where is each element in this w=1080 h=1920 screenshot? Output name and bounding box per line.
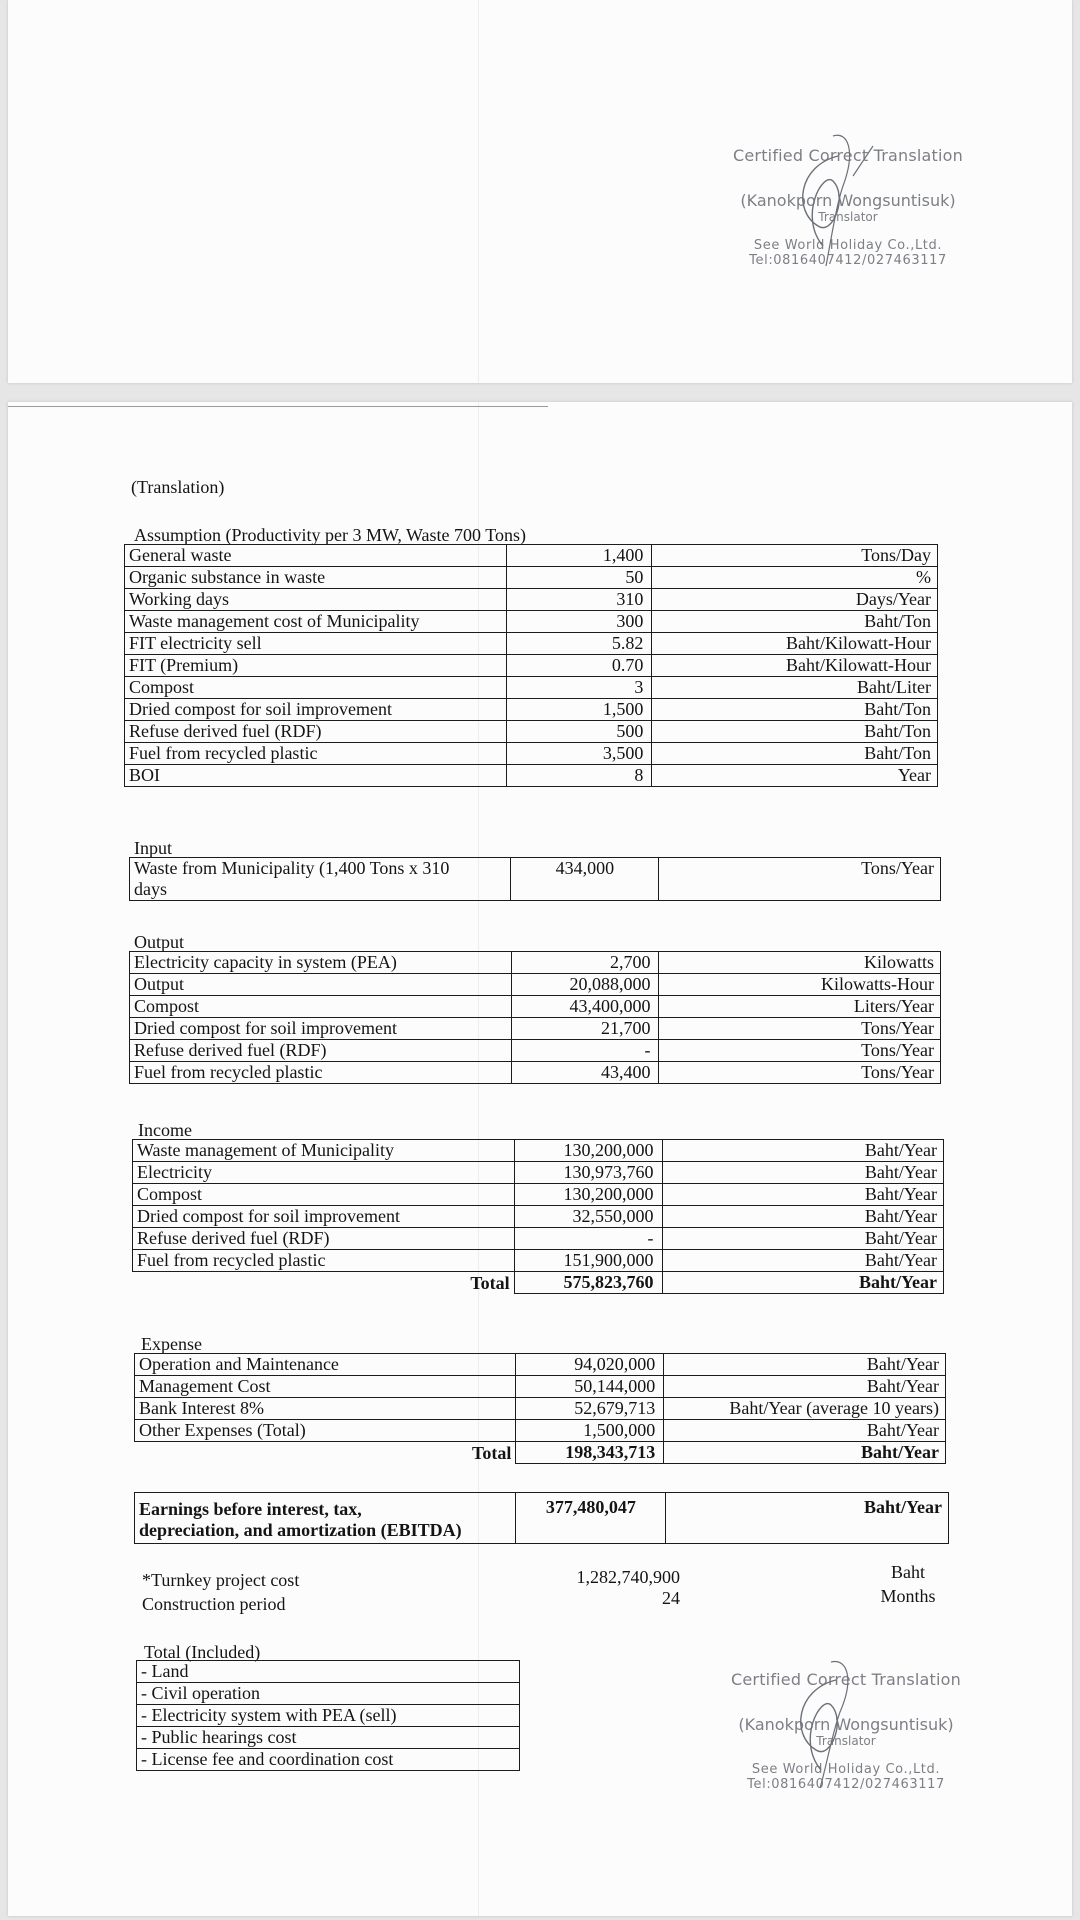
assumption-row-label: Waste management cost of Municipality [125,611,507,633]
input-title: Input [134,838,172,858]
table-row [133,1140,944,1162]
table-row [130,974,941,996]
table-row [130,858,941,901]
included-item-label: - Public hearings cost [137,1727,520,1749]
output-row-label: Compost [130,996,512,1018]
assumption-row-value: 300 [506,611,652,633]
output-row-unit: Tons/Year [659,1040,941,1062]
input-label: Waste from Municipality (1,400 Tons x 310 days [130,858,511,901]
included-table [136,1660,520,1771]
stamp-name: (Kanokporn Wongsuntisuk) [740,191,956,210]
table-row [130,1018,941,1040]
output-row-label: Output [130,974,512,996]
assumption-row-value: 3,500 [506,743,652,765]
assumption-title: Assumption (Productivity per 3 MW, Waste 700 Tons) [134,525,526,545]
output-row-unit: Kilowatts [659,952,941,974]
expense-row-label: Other Expenses (Total) [135,1420,516,1442]
assumption-row-value: 8 [506,765,652,787]
table-row [125,567,938,589]
assumption-row-unit: Days/Year [652,589,938,611]
list-item [137,1705,520,1727]
previous-page [8,0,1072,383]
table-row [135,1354,946,1376]
table-row [130,1040,941,1062]
turnkey-label: *Turnkey project cost [142,1570,300,1590]
assumption-row-label: Fuel from recycled plastic [125,743,507,765]
table-row [125,699,938,721]
included-item-label: - Land [137,1661,520,1683]
income-row-label: Dried compost for soil improvement [133,1206,515,1228]
expense-row-value: 1,500,000 [516,1420,664,1442]
assumption-row-label: Dried compost for soil improvement [125,699,507,721]
assumption-row-label: FIT electricity sell [125,633,507,655]
table-row [133,1228,944,1250]
assumption-row-unit: Baht/Ton [652,699,938,721]
construction-unit: Months [880,1586,936,1606]
turnkey-unit: Baht [891,1562,925,1582]
included-title: Total (Included) [144,1642,261,1662]
income-total-value: 575,823,760 [514,1272,662,1294]
scan-edge-line [8,406,548,407]
expense-row-label: Management Cost [135,1376,516,1398]
assumption-row-label: General waste [125,545,507,567]
table-row [135,1376,946,1398]
income-row-label: Fuel from recycled plastic [133,1250,515,1272]
expense-total-row [135,1442,946,1464]
assumption-row-value: 500 [506,721,652,743]
output-title: Output [134,932,185,952]
table-row [125,611,938,633]
income-row-unit: Baht/Year [662,1162,943,1184]
table-row [130,1062,941,1084]
output-row-value: 20,088,000 [511,974,659,996]
table-row [133,1250,944,1272]
assumption-table [124,544,938,787]
expense-row-value: 50,144,000 [516,1376,664,1398]
income-row-label: Refuse derived fuel (RDF) [133,1228,515,1250]
assumption-row-unit: Tons/Day [652,545,938,567]
income-row-value: 130,973,760 [514,1162,662,1184]
assumption-row-unit: Baht/Liter [652,677,938,699]
stamp-company: See World Holiday Co.,Ltd. [751,1762,941,1777]
output-row-unit: Tons/Year [659,1018,941,1040]
assumption-row-unit: Baht/Kilowatt-Hour [652,633,938,655]
stamp-tel: Tel:0816407412/027463117 [749,253,947,268]
stamp-role: Translator [818,210,878,224]
stamp-role: Translator [816,1734,876,1748]
expense-row-unit: Baht/Year [664,1376,946,1398]
stamp-title: Certified Correct Translation [733,146,963,165]
expense-total-value: 198,343,713 [516,1442,664,1464]
output-table [129,951,941,1084]
table-row [125,677,938,699]
stamp-company: See World Holiday Co.,Ltd. [753,238,943,253]
income-row-label: Compost [133,1184,515,1206]
expense-row-unit: Baht/Year [664,1420,946,1442]
table-row [135,1420,946,1442]
construction-value: 24 [662,1588,680,1608]
ebitda-row [135,1493,949,1544]
table-row [125,721,938,743]
output-row-unit: Liters/Year [659,996,941,1018]
income-row-value: - [514,1228,662,1250]
output-row-value: 43,400 [511,1062,659,1084]
output-row-value: 43,400,000 [511,996,659,1018]
output-row-value: 21,700 [511,1018,659,1040]
table-row [133,1206,944,1228]
input-unit: Tons/Year [659,858,941,901]
included-item-label: - Civil operation [137,1683,520,1705]
list-item [137,1749,520,1771]
list-item [137,1727,520,1749]
income-row-label: Electricity [133,1162,515,1184]
certification-stamp-bottom [726,1670,966,1792]
input-table [129,857,941,901]
expense-total-label: Total [135,1442,516,1464]
assumption-row-label: BOI [125,765,507,787]
output-row-label: Refuse derived fuel (RDF) [130,1040,512,1062]
income-total-label: Total [133,1272,515,1294]
expense-row-label: Bank Interest 8% [135,1398,516,1420]
assumption-row-unit: Baht/Ton [652,611,938,633]
output-row-unit: Tons/Year [659,1062,941,1084]
assumption-row-unit: Baht/Ton [652,743,938,765]
input-value: 434,000 [511,858,659,901]
assumption-row-value: 3 [506,677,652,699]
ebitda-unit: Baht/Year [666,1493,949,1544]
turnkey-value: 1,282,740,900 [576,1567,680,1587]
income-row-unit: Baht/Year [662,1140,943,1162]
expense-row-unit: Baht/Year (average 10 years) [664,1398,946,1420]
assumption-row-label: FIT (Premium) [125,655,507,677]
income-total-row [133,1272,944,1294]
included-item-label: - License fee and coordination cost [137,1749,520,1771]
certification-stamp-top [728,146,968,268]
assumption-row-value: 1,400 [506,545,652,567]
assumption-row-label: Working days [125,589,507,611]
output-row-value: 2,700 [511,952,659,974]
output-row-label: Dried compost for soil improvement [130,1018,512,1040]
assumption-row-value: 50 [506,567,652,589]
table-row [130,996,941,1018]
income-title: Income [138,1120,192,1140]
expense-row-unit: Baht/Year [664,1354,946,1376]
table-row [125,743,938,765]
stamp-name: (Kanokporn Wongsuntisuk) [738,1715,954,1734]
income-row-unit: Baht/Year [662,1206,943,1228]
stamp-tel: Tel:0816407412/027463117 [747,1777,945,1792]
assumption-row-label: Compost [125,677,507,699]
table-row [125,589,938,611]
table-row [133,1184,944,1206]
assumption-row-unit: Year [652,765,938,787]
included-item-label: - Electricity system with PEA (sell) [137,1705,520,1727]
output-row-label: Electricity capacity in system (PEA) [130,952,512,974]
assumption-row-unit: % [652,567,938,589]
assumption-row-value: 310 [506,589,652,611]
assumption-row-label: Organic substance in waste [125,567,507,589]
income-row-value: 151,900,000 [514,1250,662,1272]
income-row-unit: Baht/Year [662,1184,943,1206]
output-row-value: - [511,1040,659,1062]
ebitda-value: 377,480,047 [516,1493,666,1544]
income-row-value: 130,200,000 [514,1140,662,1162]
page-fold-line [478,0,479,383]
table-row [133,1162,944,1184]
translation-header: (Translation) [131,477,225,497]
table-row [125,655,938,677]
table-row [125,545,938,567]
table-row [125,765,938,787]
table-row [125,633,938,655]
output-row-label: Fuel from recycled plastic [130,1062,512,1084]
list-item [137,1661,520,1683]
income-row-value: 32,550,000 [514,1206,662,1228]
table-row [130,952,941,974]
table-row [135,1398,946,1420]
assumption-row-unit: Baht/Kilowatt-Hour [652,655,938,677]
income-row-unit: Baht/Year [662,1228,943,1250]
assumption-row-value: 0.70 [506,655,652,677]
list-item [137,1683,520,1705]
expense-table [134,1353,946,1464]
stamp-title: Certified Correct Translation [731,1670,961,1689]
income-row-label: Waste management of Municipality [133,1140,515,1162]
income-row-value: 130,200,000 [514,1184,662,1206]
output-row-unit: Kilowatts-Hour [659,974,941,996]
construction-label: Construction period [142,1594,286,1614]
ebitda-table [134,1492,949,1544]
assumption-row-value: 5.82 [506,633,652,655]
income-total-unit: Baht/Year [662,1272,943,1294]
expense-title: Expense [141,1334,202,1354]
assumption-row-unit: Baht/Ton [652,721,938,743]
expense-row-label: Operation and Maintenance [135,1354,516,1376]
expense-row-value: 52,679,713 [516,1398,664,1420]
ebitda-label: Earnings before interest, tax, depreciation, and amortization (EBITDA) [135,1493,516,1544]
expense-total-unit: Baht/Year [664,1442,946,1464]
assumption-row-value: 1,500 [506,699,652,721]
assumption-row-label: Refuse derived fuel (RDF) [125,721,507,743]
income-table [132,1139,944,1294]
translated-document-page [8,402,1072,1916]
income-row-unit: Baht/Year [662,1250,943,1272]
expense-row-value: 94,020,000 [516,1354,664,1376]
